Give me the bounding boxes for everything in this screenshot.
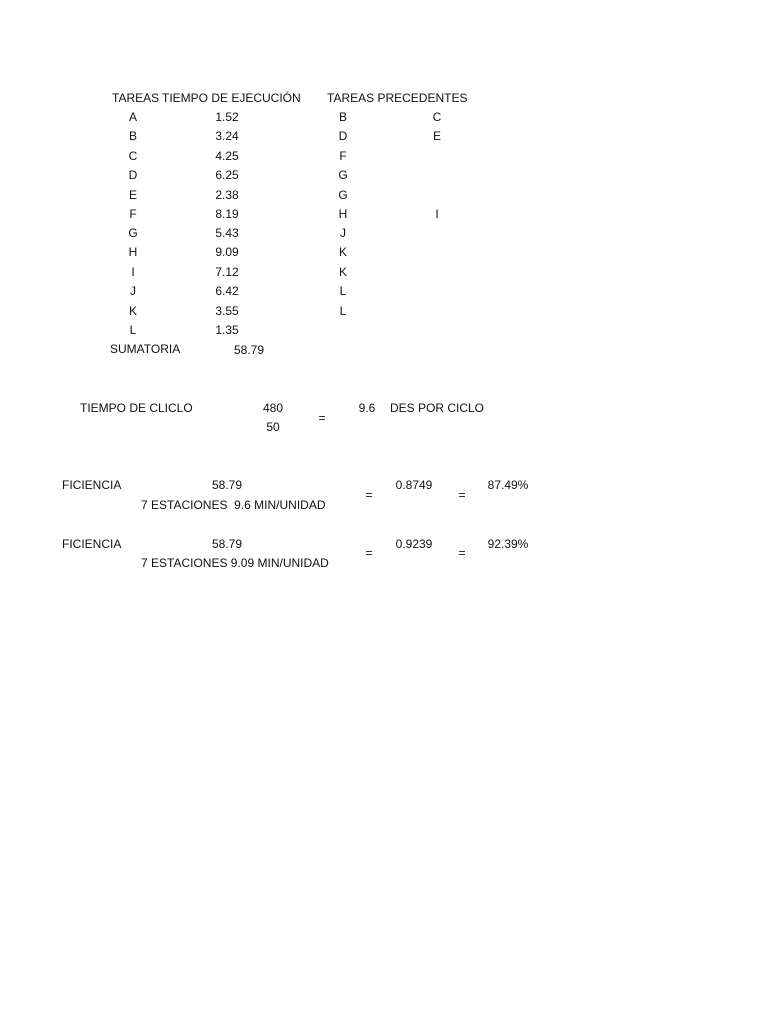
predecessor-cell: G bbox=[338, 188, 348, 202]
efficiency-percent: 87.49% bbox=[487, 478, 529, 492]
predecessor-cell: F bbox=[339, 149, 347, 163]
predecessor-cell: G bbox=[338, 168, 348, 182]
time-cell: 7.12 bbox=[215, 265, 239, 279]
header-tiempo-ejecucion: TIEMPO DE EJECUCIÓN bbox=[162, 91, 301, 105]
efficiency-label: FICIENCIA bbox=[62, 478, 122, 492]
sumatoria-value: 58.79 bbox=[233, 343, 265, 357]
header-tareas: TAREAS bbox=[112, 91, 160, 105]
efficiency-equals-sign: = bbox=[365, 488, 373, 502]
predecessor-cell-2: C bbox=[432, 110, 442, 124]
efficiency-decimal: 0.8749 bbox=[395, 478, 433, 492]
time-cell: 9.09 bbox=[215, 245, 239, 259]
time-cell: 6.42 bbox=[215, 284, 239, 298]
task-cell: J bbox=[130, 284, 136, 298]
predecessor-cell: J bbox=[340, 226, 346, 240]
efficiency-equals-sign: = bbox=[458, 488, 466, 502]
task-cell: B bbox=[128, 129, 138, 143]
ciclo-result: 9.6 bbox=[358, 401, 376, 415]
time-cell: 8.19 bbox=[215, 207, 239, 221]
efficiency-equals-sign: = bbox=[458, 546, 466, 560]
task-cell: A bbox=[128, 110, 138, 124]
ciclo-label: TIEMPO DE CLICLO bbox=[80, 401, 193, 415]
efficiency-denominator: 7 ESTACIONES 9.09 MIN/UNIDAD bbox=[141, 556, 329, 570]
time-cell: 2.38 bbox=[215, 188, 239, 202]
efficiency-equals-sign: = bbox=[365, 546, 373, 560]
time-cell: 1.35 bbox=[215, 323, 239, 337]
ciclo-denominator: 50 bbox=[266, 420, 280, 434]
task-cell: E bbox=[128, 188, 138, 202]
predecessor-cell: K bbox=[338, 245, 348, 259]
predecessor-cell: K bbox=[338, 265, 348, 279]
task-cell: I bbox=[131, 265, 135, 279]
header-tareas-precedentes: TAREAS PRECEDENTES bbox=[327, 91, 468, 105]
time-cell: 3.24 bbox=[215, 129, 239, 143]
time-cell: 3.55 bbox=[215, 304, 239, 318]
predecessor-cell: B bbox=[338, 110, 348, 124]
ciclo-numerator: 480 bbox=[262, 401, 284, 415]
efficiency-numerator: 58.79 bbox=[211, 478, 243, 492]
task-cell: H bbox=[128, 245, 138, 259]
time-cell: 4.25 bbox=[215, 149, 239, 163]
task-cell: L bbox=[129, 323, 137, 337]
predecessor-cell: H bbox=[338, 207, 348, 221]
ciclo-unit: DES POR CICLO bbox=[390, 401, 485, 415]
task-cell: F bbox=[129, 207, 137, 221]
efficiency-numerator: 58.79 bbox=[211, 537, 243, 551]
time-cell: 1.52 bbox=[215, 110, 239, 124]
predecessor-cell-2: I bbox=[435, 207, 439, 221]
efficiency-label: FICIENCIA bbox=[62, 537, 122, 551]
task-cell: C bbox=[128, 149, 138, 163]
efficiency-percent: 92.39% bbox=[487, 537, 529, 551]
predecessor-cell: L bbox=[339, 284, 347, 298]
predecessor-cell: D bbox=[338, 129, 348, 143]
time-cell: 6.25 bbox=[215, 168, 239, 182]
efficiency-denominator: 7 ESTACIONES 9.6 MIN/UNIDAD bbox=[141, 498, 326, 512]
predecessor-cell-2: E bbox=[432, 129, 442, 143]
efficiency-decimal: 0.9239 bbox=[395, 537, 433, 551]
ciclo-equals-sign: = bbox=[318, 411, 326, 425]
time-cell: 5.43 bbox=[215, 226, 239, 240]
sumatoria-label: SUMATORIA bbox=[110, 342, 181, 356]
task-cell: G bbox=[128, 226, 138, 240]
task-cell: D bbox=[128, 168, 138, 182]
task-cell: K bbox=[128, 304, 138, 318]
predecessor-cell: L bbox=[339, 304, 347, 318]
